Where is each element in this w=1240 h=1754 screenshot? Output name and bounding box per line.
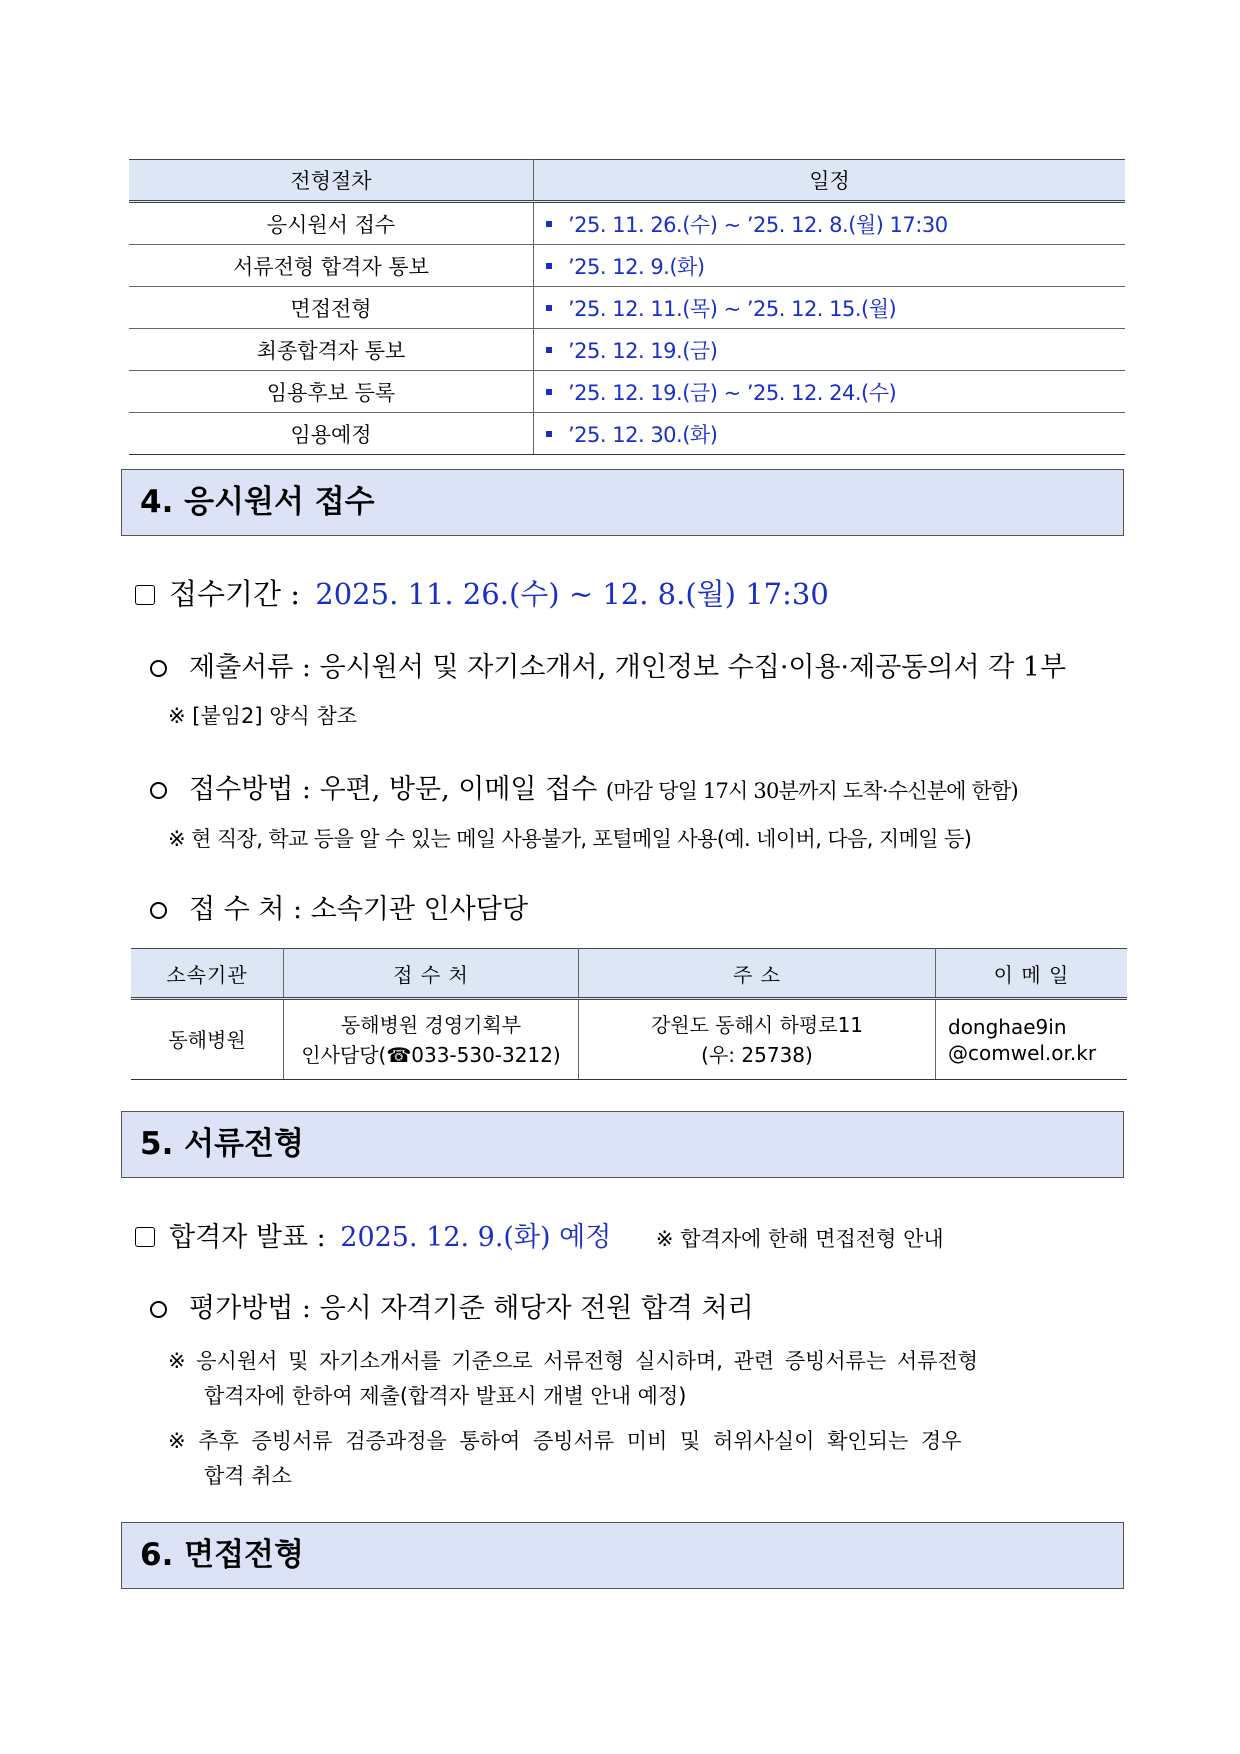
schedule-step: 임용후보 등록 [129,371,534,413]
reception-org: 동해병원 [131,999,284,1080]
schedule-date: ’25. 12. 19.(금) ~ ’25. 12. 24.(수) [568,380,897,405]
square-bullet-icon [546,263,552,269]
schedule-date: ’25. 12. 11.(목) ~ ’25. 12. 15.(월) [568,296,897,321]
circle-bullet-icon [150,902,167,919]
submission-docs-note: ※ [붙임2] 양식 참조 [168,704,358,728]
schedule-step: 최종합격자 통보 [129,329,534,371]
pass-announcement-note: ※ 합격자에 한해 면접전형 안내 [655,1227,944,1251]
table-row [129,329,1125,371]
reception-postcode: (우: 25738) [701,1042,813,1067]
reception-method-paren: (마감 당일 17시 30분까지 도착·수신분에 한함) [605,779,1018,803]
table-row [129,371,1125,413]
reception-period-label: 접수기간 : [169,577,301,611]
schedule-header-date: 일정 [534,160,1126,202]
schedule-step: 서류전형 합격자 통보 [129,245,534,287]
reception-header-org: 소속기관 [131,949,284,999]
checkbox-square-icon [135,585,155,605]
reception-period-value: 2025. 11. 26.(수) ~ 12. 8.(월) 17:30 [315,577,829,611]
schedule-date: ’25. 12. 30.(화) [568,422,718,447]
table-row [129,202,1125,245]
reception-method-note: ※ 현 직장, 학교 등을 알 수 있는 메일 사용불가, 포털메일 사용(예. 네이버, 다음, 지메일 등) [168,827,972,851]
schedule-date: ’25. 11. 26.(수) ~ ’25. 12. 8.(월) 17:30 [568,212,948,237]
circle-bullet-icon [150,782,167,799]
pass-announcement [135,1215,944,1254]
reception-period [135,572,829,613]
square-bullet-icon [546,347,552,353]
schedule-step: 응시원서 접수 [129,202,534,245]
pass-announcement-label: 합격자 발표 : [169,1222,326,1253]
square-bullet-icon [546,221,552,227]
evaluation-note-2-line-1: ※ 추후 증빙서류 검증과정을 통하여 증빙서류 미비 및 허위사실이 확인되는 경우 [168,1429,962,1453]
schedule-date: ’25. 12. 9.(화) [568,254,705,279]
evaluation-note-1-line-2: 합격자에 한하여 제출(합격자 발표시 개별 안내 예정) [204,1384,687,1408]
schedule-step: 면접전형 [129,287,534,329]
schedule-table [129,159,1125,455]
reception-header-row [131,949,1127,999]
reception-phone: 인사담당(☎033-530-3212) [301,1042,561,1067]
table-row [131,999,1127,1080]
evaluation-method-text: 평가방법 : 응시 자격기준 해당자 전원 합격 처리 [189,1293,754,1324]
schedule-header-row [129,160,1125,202]
schedule-header-step: 전형절차 [129,160,534,202]
evaluation-method [150,1286,754,1325]
reception-email-cell [936,999,1128,1080]
reception-address: 강원도 동해시 하평로11 [650,1012,864,1037]
reception-header-place: 접 수 처 [284,949,579,999]
reception-address-cell [579,999,936,1080]
reception-email-user: donghae9in [948,1014,1067,1039]
schedule-date: ’25. 12. 19.(금) [568,338,718,363]
schedule-step: 임용예정 [129,413,534,455]
pass-announcement-value: 2025. 12. 9.(화) 예정 [340,1222,612,1253]
reception-method-text: 접수방법 : 우편, 방문, 이메일 접수 [189,774,598,805]
circle-bullet-icon [150,660,167,677]
section-6-title: 6. 면접전형 [121,1522,1124,1589]
reception-header-email: 이 메 일 [936,949,1128,999]
evaluation-note-1-line-1: ※ 응시원서 및 자기소개서를 기준으로 서류전형 실시하며, 관련 증빙서류는 서류전형 [168,1349,979,1373]
reception-place-text: 접 수 처 : 소속기관 인사담당 [189,894,528,925]
circle-bullet-icon [150,1301,167,1318]
square-bullet-icon [546,431,552,437]
reception-table [131,948,1127,1080]
square-bullet-icon [546,389,552,395]
table-row [129,245,1125,287]
submission-docs-text: 제출서류 : 응시원서 및 자기소개서, 개인정보 수집·이용·제공동의서 각 1부 [189,652,1067,683]
reception-place-cell [284,999,579,1080]
table-row [129,413,1125,455]
section-4-title: 4. 응시원서 접수 [121,469,1124,536]
table-row [129,287,1125,329]
checkbox-square-icon [135,1227,155,1247]
reception-header-address: 주 소 [579,949,936,999]
reception-email-domain: @comwel.or.kr [948,1040,1097,1065]
reception-place [150,887,528,926]
reception-method [150,767,1018,806]
evaluation-note-2-line-2: 합격 취소 [204,1464,292,1488]
square-bullet-icon [546,305,552,311]
submission-docs [150,645,1066,684]
section-5-title: 5. 서류전형 [121,1111,1124,1178]
reception-place-line: 동해병원 경영기획부 [340,1012,522,1037]
